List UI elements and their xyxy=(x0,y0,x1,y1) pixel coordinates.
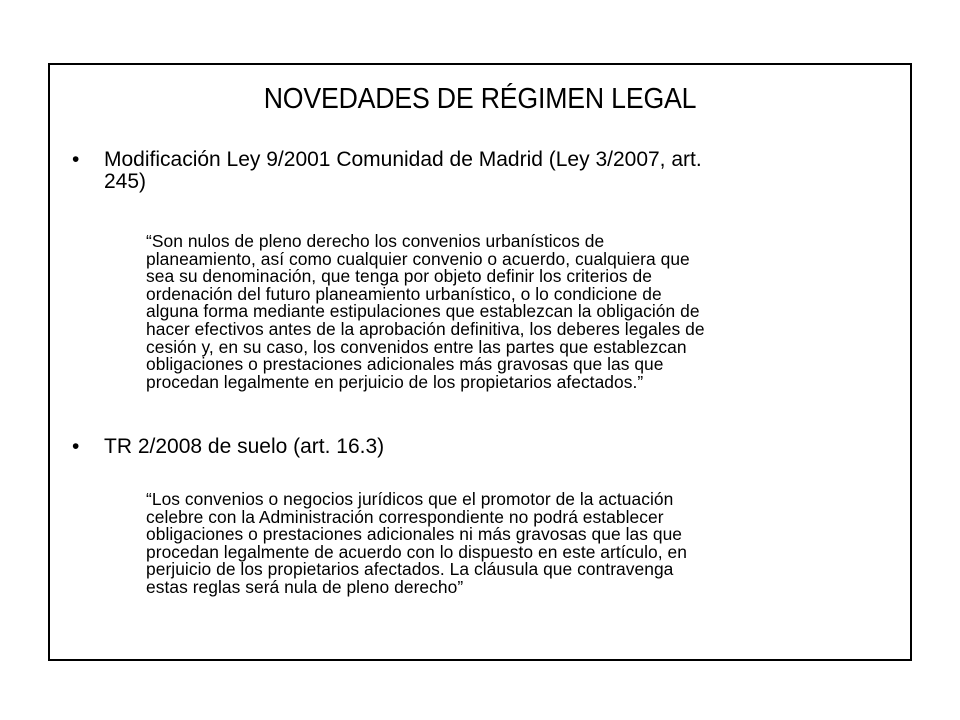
quote-line: cesión y, en su caso, los convenidos entre las partes que establezcan xyxy=(146,336,687,357)
quote-line: obligaciones o prestaciones adicionales más gravosas que las que xyxy=(146,354,664,375)
quote-line: “Los convenios o negocios jurídicos que el promotor de la actuación xyxy=(146,489,674,509)
quote-line: planeamiento, así como cualquier convenio o acuerdo, cualquiera que xyxy=(146,248,690,269)
quote-line: procedan legalmente de acuerdo con lo dispuesto en este artículo, en xyxy=(146,541,687,562)
bullet-heading-tr-2-2008 xyxy=(104,436,894,458)
quote-line: celebre con la Administración correspondiente no podrá establecer xyxy=(146,506,664,527)
bullet-heading-ley-9-2001 xyxy=(104,149,894,193)
slide-title: NOVEDADES DE RÉGIMEN LEGAL xyxy=(263,83,697,115)
bullet-marker: • xyxy=(72,435,80,458)
quote-line: sea su denominación, que tenga por objeto definir los criterios de xyxy=(146,266,653,287)
quote-line: alguna forma mediante estipulaciones que establezcan la obligación de xyxy=(146,301,700,322)
quote-line: obligaciones o prestaciones adicionales ni más gravosas que las que xyxy=(146,524,683,545)
bullet-marker: • xyxy=(72,148,80,171)
quote-line: ordenación del futuro planeamiento urbanístico, o lo condicione de xyxy=(146,283,662,304)
quote-line: procedan legalmente en perjuicio de los propietarios afectados.” xyxy=(146,371,644,392)
bullet-heading-line: Modificación Ley 9/2001 Comunidad de Madrid (Ley 3/2007, art. xyxy=(104,148,702,171)
bullet-heading-line: TR 2/2008 de suelo (art. 16.3) xyxy=(104,435,385,458)
quote-tr-2-2008 xyxy=(146,491,916,597)
quote-line: estas reglas será nula de pleno derecho” xyxy=(146,576,464,597)
quote-ley-9-2001 xyxy=(146,233,916,391)
bullet-heading-line: 245) xyxy=(104,170,147,193)
quote-line: perjuicio de los propietarios afectados. La cláusula que contravenga xyxy=(146,559,674,580)
quote-line: “Son nulos de pleno derecho los convenios urbanísticos de xyxy=(146,231,605,251)
quote-line: hacer efectivos antes de la aprobación definitiva, los deberes legales de xyxy=(146,318,705,339)
